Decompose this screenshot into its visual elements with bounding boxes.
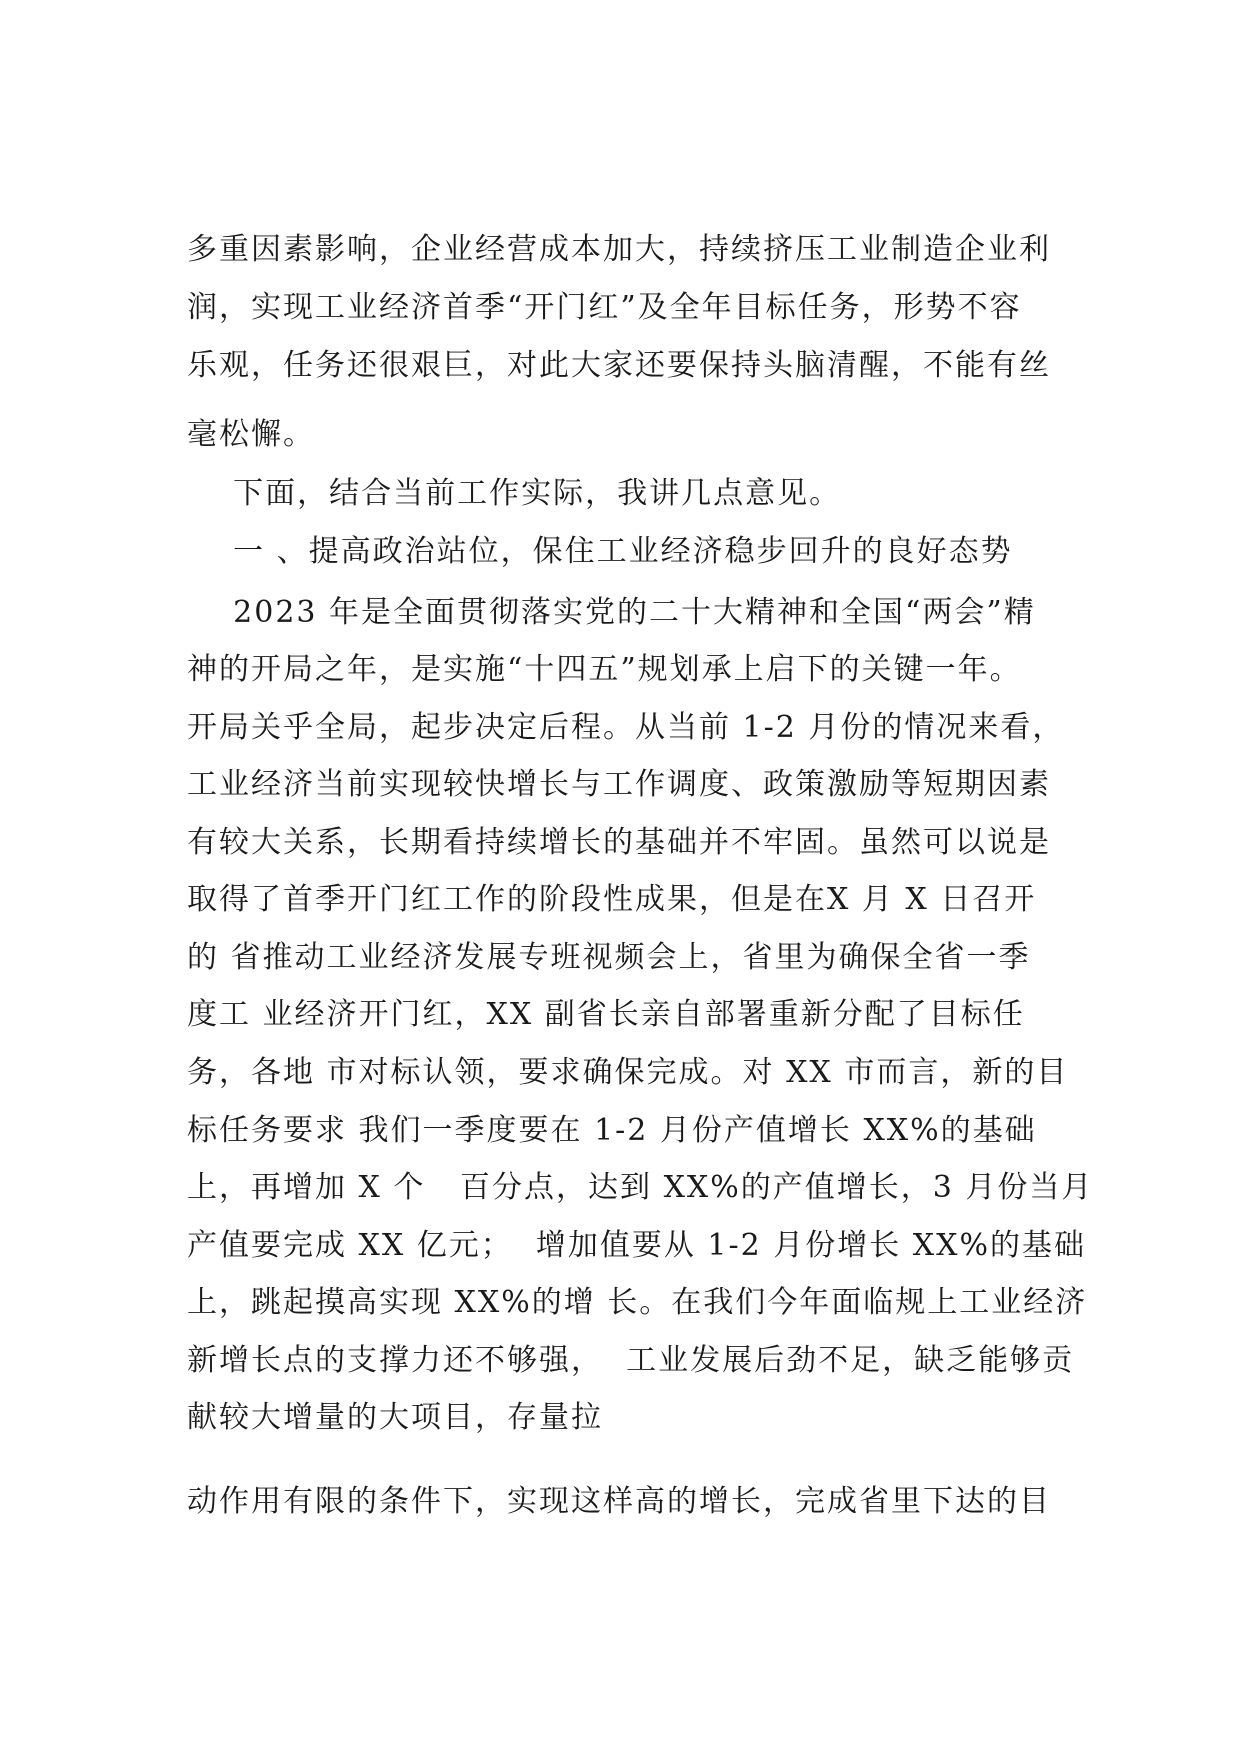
section-heading: 一 、提高政治站位，保住工业经济稳步回升的良好态势 [187, 534, 1013, 569]
paragraph-line: 工业经济当前实现较快增长与工作调度、政策激励等短期因素 [187, 767, 1051, 802]
paragraph-line: 2023 年是全面贯彻落实党的二十大精神和全国“两会”精 [187, 595, 1036, 630]
paragraph-line: 度工 业经济开门红，XX 副省长亲自部署重新分配了目标任 [187, 997, 1025, 1032]
paragraph-line: 产值要完成 XX 亿元； 增加值要从 1-2 月份增长 XX%的基础 [187, 1228, 1086, 1263]
paragraph-line: 有较大关系，长期看持续增长的基础并不牢固。虽然可以说是 [187, 825, 1051, 860]
paragraph-line: 上，再增加 X 个 百分点，达到 XX%的产值增长，3 月份当月 [187, 1170, 1094, 1205]
paragraph-line: 献较大增量的大项目，存量拉 [187, 1400, 603, 1435]
paragraph-line: 开局关乎全局，起步决定后程。从当前 1-2 月份的情况来看， [187, 710, 1065, 745]
paragraph-line: 毫松懈。 [187, 417, 315, 452]
paragraph-line: 动作用有限的条件下，实现这样高的增长，完成省里下达的目 [187, 1484, 1051, 1519]
paragraph-line: 下面，结合当前工作实际，我讲几点意见。 [187, 476, 842, 511]
paragraph-line: 取得了首季开门红工作的阶段性成果，但是在X 月 X 日召开 [187, 882, 1037, 917]
paragraph-line: 上，跳起摸高实现 XX%的增 长。在我们今年面临规上工业经济 [187, 1285, 1088, 1320]
paragraph-line: 多重因素影响，企业经营成本加大，持续挤压工业制造企业利 [187, 232, 1051, 267]
paragraph-line: 润，实现工业经济首季“开门红”及全年目标任务，形势不容 [187, 290, 1022, 325]
paragraph-line: 的 省推动工业经济发展专班视频会上，省里为确保全省一季 [187, 940, 1031, 975]
paragraph-line: 神的开局之年，是实施“十四五”规划承上启下的关键一年。 [187, 652, 1022, 687]
paragraph-line: 乐观，任务还很艰巨，对此大家还要保持头脑清醒，不能有丝 [187, 348, 1051, 383]
paragraph-line: 新增长点的支撑力还不够强， 工业发展后劲不足，缺乏能够贡 [187, 1343, 1075, 1378]
paragraph-line: 标任务要求 我们一季度要在 1-2 月份产值增长 XX%的基础 [187, 1113, 1037, 1148]
paragraph-line: 务，各地 市对标认领，要求确保完成。对 XX 市而言，新的目 [187, 1055, 1069, 1090]
